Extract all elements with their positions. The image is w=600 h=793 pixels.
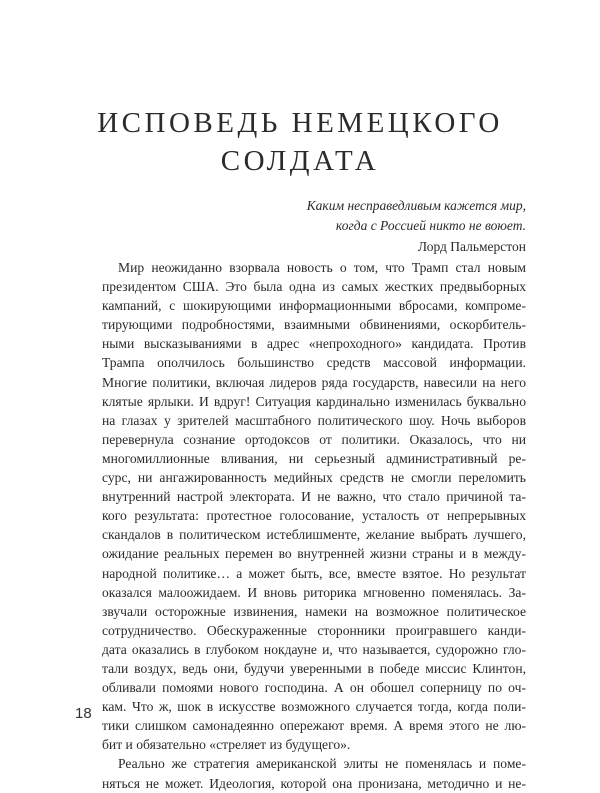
text-line: многомиллионные вливания, ни серьезный административный ре- [102, 450, 526, 466]
paragraph [102, 258, 526, 754]
text-line: внутренний настрой электората. И не важно, что стало причиной та- [102, 489, 526, 505]
chapter-title [60, 104, 540, 180]
text-line: бит и обязательно «стреляет из будущего». [102, 737, 351, 753]
text-line: кампаний, с шокирующими информационными вбросами, компроме- [102, 298, 526, 314]
text-line: народной политике… а может быть, все, вместе взятое. Но результат [102, 565, 526, 581]
text-line: клятые ярлыки. И вдруг! Ситуация кардинально изменилась буквально [102, 393, 526, 409]
text-line: звучали осторожные извинения, намеки на возможное политическое [102, 603, 526, 619]
chapter-title-line-1: ИСПОВЕДЬ НЕМЕЦКОГО [97, 107, 503, 139]
text-line: перевернула сознание ортодоксов от политики. Оказалось, что ни [102, 431, 526, 447]
text-line: Мир неожиданно взорвала новость о том, что Трамп стал новым [118, 260, 526, 275]
text-line: няться не может. Идеология, которой она пронизана, методично и не- [102, 775, 526, 791]
text-line: Трампа ополчилось большинство средств массовой информации. [102, 355, 526, 371]
text-line: тирующими подробностями, взаимными обвинениями, оскорбитель- [102, 317, 526, 333]
text-line: Реально же стратегия американской элиты не поменялась и поме- [118, 756, 526, 772]
text-line: на глазах у зрителей масштабного политического шоу. Ночь выборов [102, 412, 526, 428]
text-line: дата оказались в глубоком нокдауне и, что называется, судорожно гло- [102, 641, 526, 657]
text-line: кам. Что ж, шок в искусстве возможного случается тогда, когда поли- [102, 699, 526, 715]
epigraph-line-2: когда с Россией никто не воюет. [335, 217, 526, 233]
chapter-title-line-2: СОЛДАТА [220, 145, 380, 177]
epigraph-line-1: Каким несправедливым кажется мир, [306, 198, 526, 213]
text-line: оказался малоожидаем. И вновь риторика мгновенно поменялась. За- [102, 584, 526, 600]
text-line: ными высказываниями в адрес «непроходного» кандидата. Против [102, 336, 526, 352]
body-text [102, 258, 526, 793]
text-line: кого результата: протестное голосование, усталость от непрерывных [102, 508, 526, 524]
epigraph-author: Лорд Пальмерстон [417, 239, 526, 254]
text-line: сотрудничество. Обескураженные сторонники проигравшего канди- [102, 622, 526, 638]
paragraph [102, 754, 526, 792]
text-line: Многие политики, включая лидеров ряда государств, навесили на него [102, 374, 526, 390]
text-line: тики слишком самонадеянно опережают время. А время этого не лю- [102, 718, 526, 734]
text-line: ожидание реальных перемен во внутренней жизни страны и в между- [102, 546, 526, 562]
page-number: 18 [75, 705, 92, 722]
text-line: президентом США. Это была одна из самых жестких предвыборных [102, 279, 526, 295]
text-line: скандалов в политическом истеблишменте, желание выбрать лучшего, [102, 527, 526, 543]
epigraph [226, 196, 526, 257]
text-line: тали воздух, ведь они, будучи уверенными в победе миссис Клинтон, [102, 660, 526, 676]
text-line: обливали помоями нового господина. А он обошел соперницу по оч- [102, 680, 526, 696]
text-line: сурс, ни ангажированность медийных средств не смогли переломить [102, 470, 526, 486]
